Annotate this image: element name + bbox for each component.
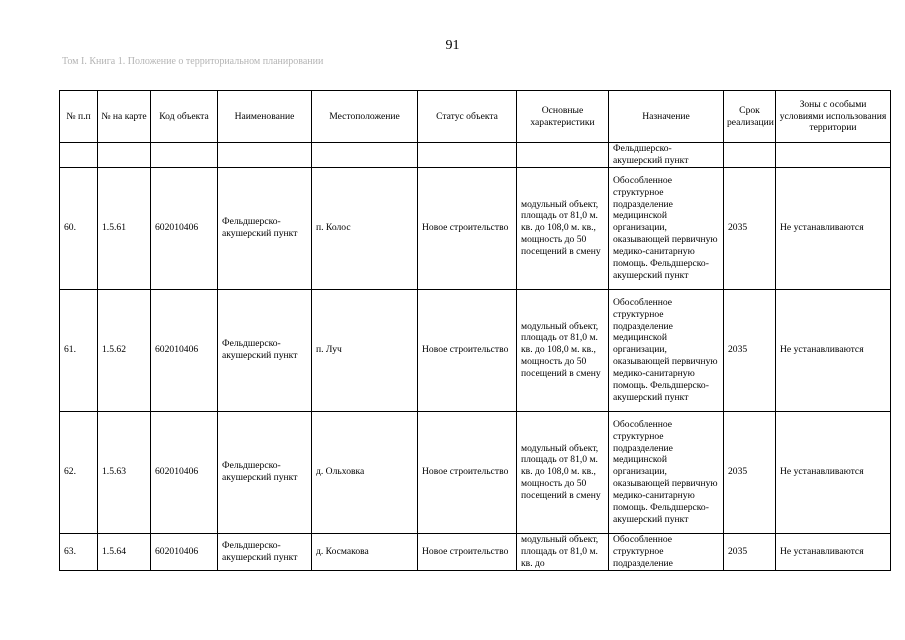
cell-empty bbox=[218, 143, 312, 168]
cell-purpose: Фельдшерско-акушерский пункт bbox=[609, 143, 724, 168]
cell-name: Фельдшерско-акушерский пункт bbox=[218, 167, 312, 289]
table-header-row bbox=[60, 91, 891, 143]
cell-term: 2035 bbox=[724, 533, 776, 570]
cell-code: 602010406 bbox=[151, 289, 218, 411]
continuation-row bbox=[60, 143, 891, 168]
cell-characteristics: модульный объект, площадь от 81,0 м. кв. до 108,0 м. кв., мощность до 50 посещений в смену bbox=[517, 411, 609, 533]
cell-status: Новое строительство bbox=[418, 167, 517, 289]
cell-empty bbox=[724, 143, 776, 168]
cell-characteristics: модульный объект, площадь от 81,0 м. кв. до 108,0 м. кв., мощность до 50 посещений в смену bbox=[517, 289, 609, 411]
cell-name: Фельдшерско-акушерский пункт bbox=[218, 289, 312, 411]
header-code: Код объекта bbox=[151, 91, 218, 143]
header-term: Срок реализации bbox=[724, 91, 776, 143]
cell-characteristics: модульный объект, площадь от 81,0 м. кв. до 108,0 м. кв., мощность до 50 посещений в смену bbox=[517, 167, 609, 289]
cell-purpose: Обособленное структурное подразделение медицинской организации, оказывающей первичную медико-санитарную помощь. Фельдшерско-акушерский пункт bbox=[609, 411, 724, 533]
cell-status: Новое строительство bbox=[418, 289, 517, 411]
header-characteristics: Основные характеристики bbox=[517, 91, 609, 143]
header-location: Местоположение bbox=[312, 91, 418, 143]
cell-name: Фельдшерско-акушерский пункт bbox=[218, 411, 312, 533]
table-row bbox=[60, 411, 891, 533]
cell-code: 602010406 bbox=[151, 167, 218, 289]
cell-status: Новое строительство bbox=[418, 533, 517, 570]
header-num: № п.п bbox=[60, 91, 98, 143]
cell-num: 60. bbox=[60, 167, 98, 289]
cell-zones: Не устанавливаются bbox=[776, 533, 891, 570]
cell-empty bbox=[418, 143, 517, 168]
cell-map-no: 1.5.63 bbox=[98, 411, 151, 533]
cell-status: Новое строительство bbox=[418, 411, 517, 533]
cell-map-no: 1.5.62 bbox=[98, 289, 151, 411]
cell-code: 602010406 bbox=[151, 533, 218, 570]
cell-empty bbox=[98, 143, 151, 168]
cell-map-no: 1.5.61 bbox=[98, 167, 151, 289]
cell-term: 2035 bbox=[724, 289, 776, 411]
cell-empty bbox=[776, 143, 891, 168]
cell-empty bbox=[60, 143, 98, 168]
cell-num: 62. bbox=[60, 411, 98, 533]
cell-location: д. Космакова bbox=[312, 533, 418, 570]
cell-location: д. Ольховка bbox=[312, 411, 418, 533]
cell-empty bbox=[312, 143, 418, 168]
cell-term: 2035 bbox=[724, 167, 776, 289]
header-status: Статус объекта bbox=[418, 91, 517, 143]
cell-term: 2035 bbox=[724, 411, 776, 533]
cell-map-no: 1.5.64 bbox=[98, 533, 151, 570]
cell-location: п. Луч bbox=[312, 289, 418, 411]
cell-empty bbox=[517, 143, 609, 168]
header-name: Наименование bbox=[218, 91, 312, 143]
header-map-no: № на карте bbox=[98, 91, 151, 143]
cell-zones: Не устанавливаются bbox=[776, 289, 891, 411]
cell-code: 602010406 bbox=[151, 411, 218, 533]
header-zones: Зоны с особыми условиями использования территории bbox=[776, 91, 891, 143]
cell-purpose: Обособленное структурное подразделение bbox=[609, 533, 724, 570]
objects-table bbox=[59, 90, 891, 571]
cell-zones: Не устанавливаются bbox=[776, 411, 891, 533]
cell-num: 61. bbox=[60, 289, 98, 411]
running-header: Том I. Книга 1. Положение о территориальном планировании bbox=[62, 56, 324, 67]
cell-characteristics: модульный объект, площадь от 81,0 м. кв. до bbox=[517, 533, 609, 570]
cell-purpose: Обособленное структурное подразделение медицинской организации, оказывающей первичную медико-санитарную помощь. Фельдшерско-акушерский пункт bbox=[609, 167, 724, 289]
table-row bbox=[60, 533, 891, 570]
page-number: 91 bbox=[445, 38, 460, 53]
table-row bbox=[60, 167, 891, 289]
table-row bbox=[60, 289, 891, 411]
cell-empty bbox=[151, 143, 218, 168]
header-purpose: Назначение bbox=[609, 91, 724, 143]
cell-purpose: Обособленное структурное подразделение медицинской организации, оказывающей первичную медико-санитарную помощь. Фельдшерско-акушерский пункт bbox=[609, 289, 724, 411]
cell-location: п. Колос bbox=[312, 167, 418, 289]
cell-name: Фельдшерско-акушерский пункт bbox=[218, 533, 312, 570]
cell-zones: Не устанавливаются bbox=[776, 167, 891, 289]
cell-num: 63. bbox=[60, 533, 98, 570]
